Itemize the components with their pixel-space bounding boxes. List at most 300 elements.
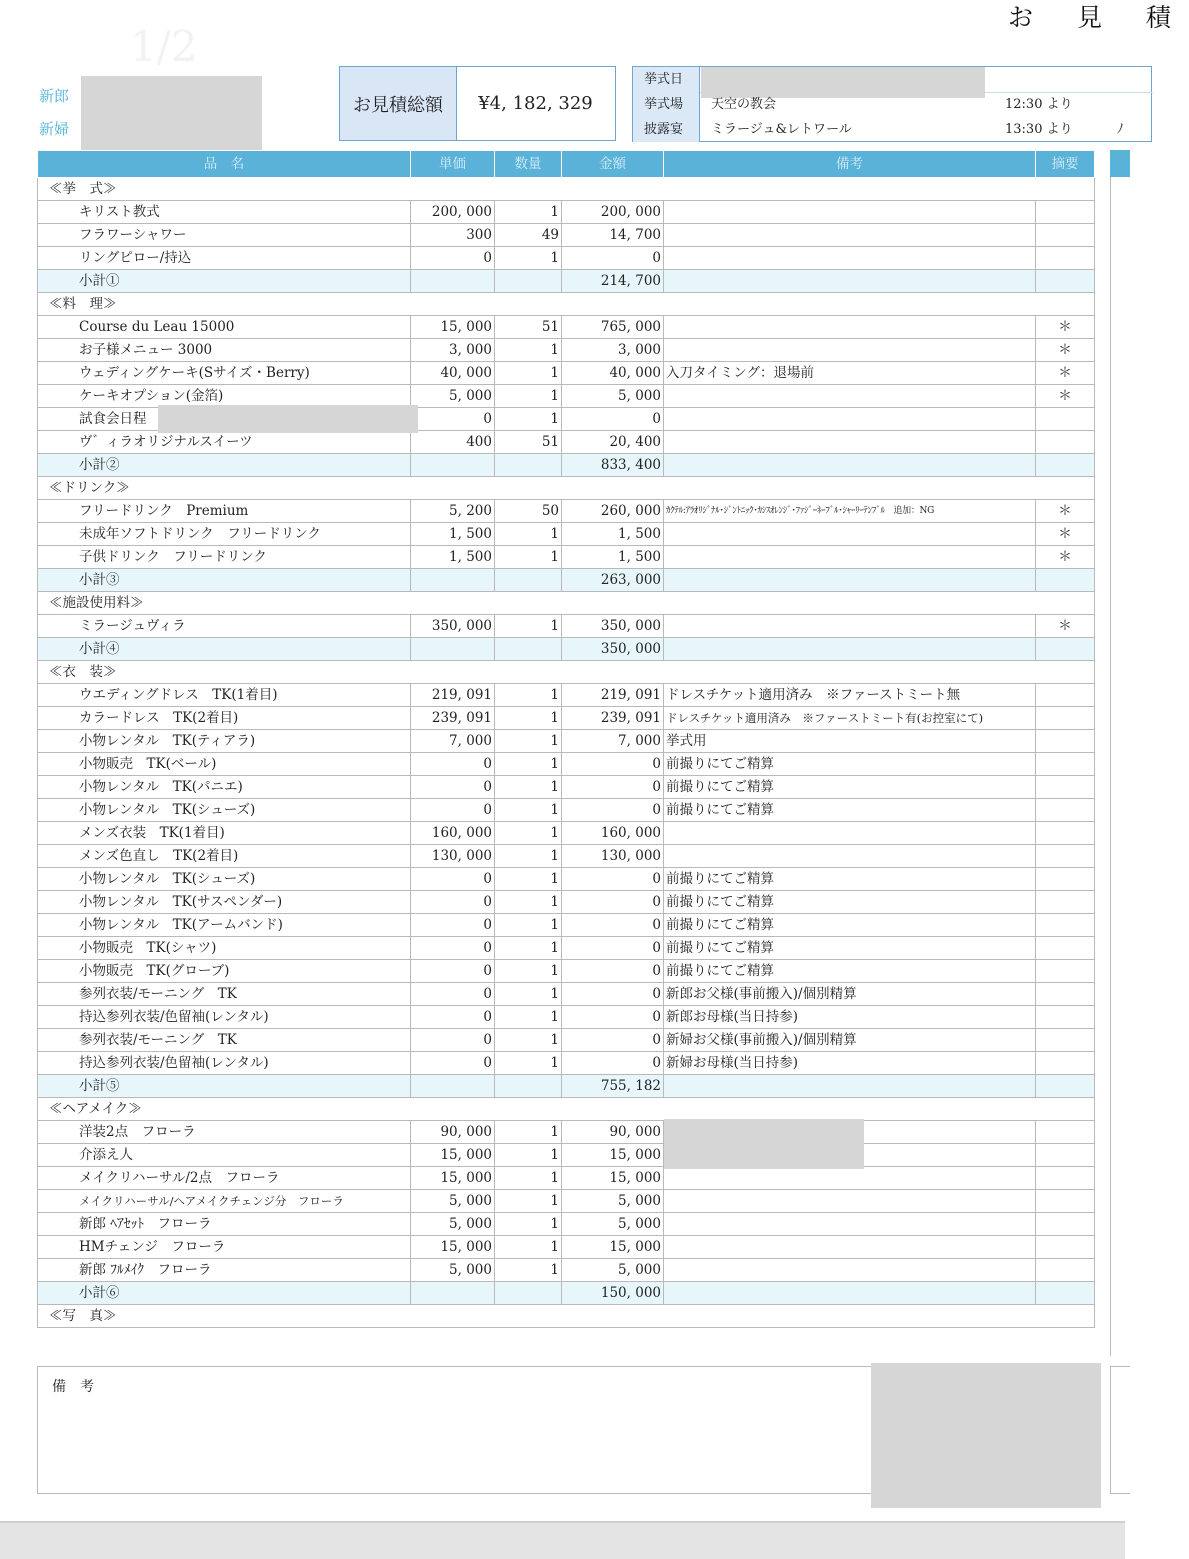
remarks: [664, 339, 1036, 362]
item-name: 小物販売 TK(グローブ): [38, 960, 411, 983]
quantity: 49: [495, 224, 562, 247]
summary-mark: [1036, 1052, 1095, 1075]
remarks: [664, 247, 1036, 270]
quantity: 1: [495, 1167, 562, 1190]
summary-cell: [1036, 454, 1095, 477]
quantity: 1: [495, 201, 562, 224]
unit-price: 0: [411, 960, 495, 983]
section-title: ≪ヘアメイク≫: [38, 1098, 1095, 1121]
event-info-box: [632, 66, 1152, 142]
unit-price: 0: [411, 408, 495, 431]
item-name: 洋装2点 フローラ: [38, 1121, 411, 1144]
column-header-summary: 摘要: [1036, 151, 1095, 178]
summary-mark: [1036, 914, 1095, 937]
quantity: 1: [495, 1213, 562, 1236]
unit-price: 300: [411, 224, 495, 247]
quantity: 1: [495, 960, 562, 983]
table-row: [38, 1190, 1095, 1213]
summary-mark: [1036, 937, 1095, 960]
unit-price: 1, 500: [411, 546, 495, 569]
amount: 0: [562, 1029, 664, 1052]
subtotal-row: [38, 1282, 1095, 1305]
summary-cell: [1036, 270, 1095, 293]
subtotal-label: 小計⑤: [38, 1075, 411, 1098]
info-row-reception: [633, 117, 1153, 142]
unit-price: 0: [411, 983, 495, 1006]
item-name: 小物レンタル TK(シューズ): [38, 799, 411, 822]
subtotal-amount: 150, 000: [562, 1282, 664, 1305]
amount: 0: [562, 1052, 664, 1075]
summary-mark: [1036, 1006, 1095, 1029]
item-name: 介添え人: [38, 1144, 411, 1167]
amount: 765, 000: [562, 316, 664, 339]
quantity-cell: [495, 569, 562, 592]
remarks-cell: [664, 1282, 1036, 1305]
unit-price: 5, 000: [411, 1213, 495, 1236]
column-header-item: 品 名: [38, 151, 411, 178]
unit-price-cell: [411, 454, 495, 477]
unit-price: 0: [411, 776, 495, 799]
table-row: [38, 776, 1095, 799]
summary-mark: [1036, 201, 1095, 224]
amount: 15, 000: [562, 1144, 664, 1167]
amount: 0: [562, 247, 664, 270]
summary-mark: ＊: [1036, 523, 1095, 546]
remarks: ｶｸﾃﾙ:ｱﾗｵﾘｼﾞﾅﾙ･ｼﾞﾝﾄﾆｯｸ･ｶｼｽｵﾚﾝｼﾞ･ﾌｧｼﾞｰﾈｰﾌﾞﾙ･ｼｬｰﾘｰﾃﾝﾌﾟﾙ 追加：NG: [664, 500, 1036, 523]
summary-mark: [1036, 845, 1095, 868]
remarks: [664, 1236, 1036, 1259]
stamp-redaction: [871, 1363, 1101, 1508]
subtotal-amount: 755, 182: [562, 1075, 664, 1098]
info-value: 天空の教会: [711, 97, 777, 112]
info-value: ミラージュ&レトワール: [711, 122, 852, 137]
remarks: ドレスチケット適用済み ※ファーストミート無: [664, 684, 1036, 707]
table-row: [38, 316, 1095, 339]
item-name: キリスト教式: [38, 201, 411, 224]
item-name: 未成年ソフトドリンク フリードリンク: [38, 523, 411, 546]
amount: 0: [562, 1006, 664, 1029]
subtotal-amount: 350, 000: [562, 638, 664, 661]
quantity: 1: [495, 845, 562, 868]
item-name: メイクリハーサル/ヘアメイクチェンジ分 フローラ: [38, 1190, 411, 1213]
info-label: 披露宴: [633, 117, 700, 142]
remarks: 新婦お父様(事前搬入)/個別精算: [664, 1029, 1036, 1052]
unit-price: 0: [411, 914, 495, 937]
section-row: [38, 178, 1095, 201]
section-row: [38, 1098, 1095, 1121]
item-name: ウエディングドレス TK(1着目): [38, 684, 411, 707]
amount: 14, 700: [562, 224, 664, 247]
unit-price: 0: [411, 868, 495, 891]
unit-price: 200, 000: [411, 201, 495, 224]
table-row: [38, 1259, 1095, 1282]
item-name: 新郎 ﾍｱｾｯﾄ フローラ: [38, 1213, 411, 1236]
subtotal-row: [38, 569, 1095, 592]
unit-price-cell: [411, 270, 495, 293]
unit-price: 5, 000: [411, 1259, 495, 1282]
table-row: [38, 891, 1095, 914]
amount: 0: [562, 799, 664, 822]
names-redaction: [81, 76, 262, 150]
subtotal-label: 小計⑥: [38, 1282, 411, 1305]
amount: 5, 000: [562, 385, 664, 408]
subtotal-row: [38, 270, 1095, 293]
summary-mark: [1036, 224, 1095, 247]
table-row: [38, 730, 1095, 753]
summary-cell: [1036, 638, 1095, 661]
amount: 5, 000: [562, 1259, 664, 1282]
remarks: [664, 1259, 1036, 1282]
table-row: [38, 960, 1095, 983]
summary-mark: [1036, 891, 1095, 914]
remarks: [664, 523, 1036, 546]
cell-redaction: [664, 1119, 864, 1169]
amount: 5, 000: [562, 1213, 664, 1236]
unit-price: 5, 000: [411, 385, 495, 408]
remarks: 新郎お母様(当日持参): [664, 1006, 1036, 1029]
summary-cell: [1036, 1282, 1095, 1305]
summary-mark: ＊: [1036, 316, 1095, 339]
item-name: ケーキオプション(金箔): [38, 385, 411, 408]
table-row: [38, 707, 1095, 730]
bride-label: 新婦: [39, 120, 70, 138]
quantity: 1: [495, 1144, 562, 1167]
quantity: 51: [495, 316, 562, 339]
table-row: [38, 1121, 1095, 1144]
item-name: 小物レンタル TK(ティアラ): [38, 730, 411, 753]
quantity: 50: [495, 500, 562, 523]
item-name: Course du Leau 15000: [38, 316, 411, 339]
unit-price: 5, 000: [411, 1190, 495, 1213]
remarks: 新郎お父様(事前搬入)/個別精算: [664, 983, 1036, 1006]
subtotal-amount: 263, 000: [562, 569, 664, 592]
summary-mark: [1036, 1213, 1095, 1236]
remarks: 入刀タイミング：退場前: [664, 362, 1036, 385]
item-name: ウェディングケーキ(Sサイズ・Berry): [38, 362, 411, 385]
table-row: [38, 983, 1095, 1006]
item-name: 小物レンタル TK(シューズ): [38, 868, 411, 891]
quantity: 1: [495, 247, 562, 270]
item-name: フラワーシャワー: [38, 224, 411, 247]
quantity-cell: [495, 1282, 562, 1305]
unit-price: 0: [411, 1006, 495, 1029]
summary-mark: ＊: [1036, 500, 1095, 523]
summary-mark: [1036, 707, 1095, 730]
unit-price: 0: [411, 799, 495, 822]
unit-price-cell: [411, 638, 495, 661]
table-row: [38, 546, 1095, 569]
info-extra: ﾉ: [1117, 122, 1124, 137]
amount: 1, 500: [562, 546, 664, 569]
subtotal-amount: 214, 700: [562, 270, 664, 293]
table-row: [38, 1006, 1095, 1029]
summary-mark: [1036, 1259, 1095, 1282]
section-title: ≪挙 式≫: [38, 178, 1095, 201]
item-name: お子様メニュー 3000: [38, 339, 411, 362]
quantity-cell: [495, 638, 562, 661]
remarks: ドレスチケット適用済み ※ファーストミート有(お控室にて): [664, 707, 1036, 730]
quantity: 1: [495, 339, 562, 362]
summary-mark: [1036, 983, 1095, 1006]
item-name: 子供ドリンク フリードリンク: [38, 546, 411, 569]
remarks-cell: [664, 1075, 1036, 1098]
unit-price-cell: [411, 1282, 495, 1305]
quantity: 1: [495, 776, 562, 799]
summary-mark: [1036, 1236, 1095, 1259]
summary-mark: ＊: [1036, 339, 1095, 362]
item-name: 小物レンタル TK(サスペンダー): [38, 891, 411, 914]
subtotal-label: 小計②: [38, 454, 411, 477]
item-name: リングピロー/持込: [38, 247, 411, 270]
table-row: [38, 431, 1095, 454]
quantity: 1: [495, 523, 562, 546]
amount: 90, 000: [562, 1121, 664, 1144]
remarks: [664, 201, 1036, 224]
remarks: 前撮りにてご精算: [664, 776, 1036, 799]
unit-price: 160, 000: [411, 822, 495, 845]
unit-price: 0: [411, 937, 495, 960]
amount: 130, 000: [562, 845, 664, 868]
column-header-remarks: 備考: [664, 151, 1036, 178]
subtotal-row: [38, 1075, 1095, 1098]
quantity: 1: [495, 1190, 562, 1213]
amount: 0: [562, 960, 664, 983]
remarks: 前撮りにてご精算: [664, 891, 1036, 914]
quantity: 1: [495, 684, 562, 707]
clipped-right-column-header: [1110, 150, 1130, 177]
section-title: ≪料 理≫: [38, 293, 1095, 316]
subtotal-label: 小計④: [38, 638, 411, 661]
summary-mark: [1036, 799, 1095, 822]
item-name: 試食会日程: [38, 408, 411, 431]
quantity: 1: [495, 615, 562, 638]
quantity: 1: [495, 1236, 562, 1259]
amount: 7, 000: [562, 730, 664, 753]
table-row: [38, 1052, 1095, 1075]
item-name: メイクリハーサル/2点 フローラ: [38, 1167, 411, 1190]
remarks: [664, 615, 1036, 638]
quantity: 1: [495, 822, 562, 845]
unit-price: 130, 000: [411, 845, 495, 868]
remarks: [664, 408, 1036, 431]
quantity-cell: [495, 454, 562, 477]
remarks-cell: [664, 270, 1036, 293]
unit-price-cell: [411, 1075, 495, 1098]
table-row: [38, 408, 1095, 431]
info-time: 12:30 より: [1005, 97, 1073, 112]
remarks: [664, 822, 1036, 845]
info-label: 挙式場: [633, 92, 700, 117]
remarks: [664, 1213, 1036, 1236]
quantity: 1: [495, 753, 562, 776]
page-number: 1/2: [130, 22, 198, 71]
table-row: [38, 615, 1095, 638]
amount: 160, 000: [562, 822, 664, 845]
remarks: [664, 431, 1036, 454]
quantity: 1: [495, 707, 562, 730]
amount: 0: [562, 937, 664, 960]
cell-redaction: [158, 405, 418, 433]
summary-mark: [1036, 1121, 1095, 1144]
quantity: 1: [495, 891, 562, 914]
summary-cell: [1036, 1075, 1095, 1098]
table-row: [38, 1236, 1095, 1259]
summary-mark: [1036, 776, 1095, 799]
quantity: 1: [495, 1052, 562, 1075]
remarks-cell: [664, 638, 1036, 661]
remarks: 挙式用: [664, 730, 1036, 753]
viewer-bottom-bar: [0, 1521, 1125, 1559]
unit-price: 40, 000: [411, 362, 495, 385]
amount: 0: [562, 753, 664, 776]
table-row: [38, 914, 1095, 937]
section-row: [38, 477, 1095, 500]
table-row: [38, 201, 1095, 224]
column-header-unit-price: 単価: [411, 151, 495, 178]
unit-price: 15, 000: [411, 1236, 495, 1259]
remarks: [664, 224, 1036, 247]
item-name: 参列衣装/モーニング TK: [38, 983, 411, 1006]
quantity-cell: [495, 270, 562, 293]
table-row: [38, 1144, 1095, 1167]
quantity: 1: [495, 868, 562, 891]
remarks: 前撮りにてご精算: [664, 937, 1036, 960]
remarks: 前撮りにてご精算: [664, 868, 1036, 891]
item-name: 持込参列衣装/色留袖(レンタル): [38, 1006, 411, 1029]
amount: 1, 500: [562, 523, 664, 546]
unit-price: 0: [411, 753, 495, 776]
item-name: フリードリンク Premium: [38, 500, 411, 523]
quantity: 1: [495, 730, 562, 753]
summary-mark: [1036, 730, 1095, 753]
section-title: ≪写 真≫: [38, 1305, 1095, 1328]
estimate-total-label: お見積総額: [339, 66, 457, 141]
column-header-amount: 金額: [562, 151, 664, 178]
unit-price: 0: [411, 1052, 495, 1075]
table-row: [38, 753, 1095, 776]
section-row: [38, 661, 1095, 684]
table-row: [38, 1213, 1095, 1236]
clipped-right-notes: [1110, 1366, 1130, 1494]
summary-mark: [1036, 960, 1095, 983]
amount: 0: [562, 408, 664, 431]
table-row: [38, 845, 1095, 868]
estimate-table: [37, 150, 1095, 1328]
item-name: 参列衣装/モーニング TK: [38, 1029, 411, 1052]
subtotal-label: 小計③: [38, 569, 411, 592]
groom-label: 新郎: [39, 87, 70, 105]
quantity: 1: [495, 914, 562, 937]
unit-price: 350, 000: [411, 615, 495, 638]
item-name: HMチェンジ フローラ: [38, 1236, 411, 1259]
unit-price: 15, 000: [411, 316, 495, 339]
quantity: 1: [495, 983, 562, 1006]
table-row: [38, 523, 1095, 546]
table-row: [38, 684, 1095, 707]
document-title: お 見 積: [1008, 3, 1189, 32]
table-row: [38, 339, 1095, 362]
section-row: [38, 293, 1095, 316]
summary-mark: ＊: [1036, 615, 1095, 638]
quantity: 1: [495, 385, 562, 408]
amount: 0: [562, 776, 664, 799]
item-name: ヴ゛ィラオリジナルスイーツ: [38, 431, 411, 454]
info-row-ceremony-venue: [633, 92, 1153, 117]
column-header-quantity: 数量: [495, 151, 562, 178]
item-name: カラードレス TK(2着目): [38, 707, 411, 730]
info-time: 13:30 より: [1005, 122, 1073, 137]
quantity: 1: [495, 1121, 562, 1144]
item-name: 持込参列衣装/色留袖(レンタル): [38, 1052, 411, 1075]
amount: 219, 091: [562, 684, 664, 707]
item-name: メンズ色直し TK(2着目): [38, 845, 411, 868]
table-row: [38, 224, 1095, 247]
unit-price: 15, 000: [411, 1167, 495, 1190]
quantity: 1: [495, 1006, 562, 1029]
amount: 3, 000: [562, 339, 664, 362]
subtotal-amount: 833, 400: [562, 454, 664, 477]
table-row: [38, 1029, 1095, 1052]
table-row: [38, 1167, 1095, 1190]
remarks: [664, 1121, 1036, 1144]
unit-price: 0: [411, 1029, 495, 1052]
amount: 15, 000: [562, 1167, 664, 1190]
item-name: 小物販売 TK(ベール): [38, 753, 411, 776]
section-title: ≪ドリンク≫: [38, 477, 1095, 500]
amount: 239, 091: [562, 707, 664, 730]
remarks: [664, 1167, 1036, 1190]
info-row-ceremony-date: [633, 67, 1153, 93]
section-title: ≪施設使用料≫: [38, 592, 1095, 615]
remarks: 前撮りにてご精算: [664, 960, 1036, 983]
item-name: 小物販売 TK(シャツ): [38, 937, 411, 960]
section-row: [38, 592, 1095, 615]
table-header: [38, 151, 1095, 178]
item-name: 小物レンタル TK(アームバンド): [38, 914, 411, 937]
item-name: 小物レンタル TK(パニエ): [38, 776, 411, 799]
table-row: [38, 822, 1095, 845]
unit-price: 0: [411, 247, 495, 270]
subtotal-row: [38, 638, 1095, 661]
notes-label: 備 考: [52, 1379, 94, 1395]
summary-mark: ＊: [1036, 546, 1095, 569]
amount: 200, 000: [562, 201, 664, 224]
quantity: 1: [495, 937, 562, 960]
summary-mark: ＊: [1036, 385, 1095, 408]
remarks: 前撮りにてご精算: [664, 914, 1036, 937]
unit-price: 0: [411, 891, 495, 914]
unit-price-cell: [411, 569, 495, 592]
unit-price: 3, 000: [411, 339, 495, 362]
amount: 0: [562, 891, 664, 914]
unit-price: 5, 200: [411, 500, 495, 523]
amount: 20, 400: [562, 431, 664, 454]
remarks: 前撮りにてご精算: [664, 799, 1036, 822]
remarks: [664, 546, 1036, 569]
unit-price: 400: [411, 431, 495, 454]
summary-mark: [1036, 431, 1095, 454]
clipped-right-column: [1110, 150, 1131, 1356]
remarks: 新婦お母様(当日持参): [664, 1052, 1036, 1075]
unit-price: 239, 091: [411, 707, 495, 730]
table-row: [38, 799, 1095, 822]
amount: 40, 000: [562, 362, 664, 385]
unit-price: 7, 000: [411, 730, 495, 753]
remarks: [664, 845, 1036, 868]
table-row: [38, 500, 1095, 523]
amount: 5, 000: [562, 1190, 664, 1213]
amount: 15, 000: [562, 1236, 664, 1259]
